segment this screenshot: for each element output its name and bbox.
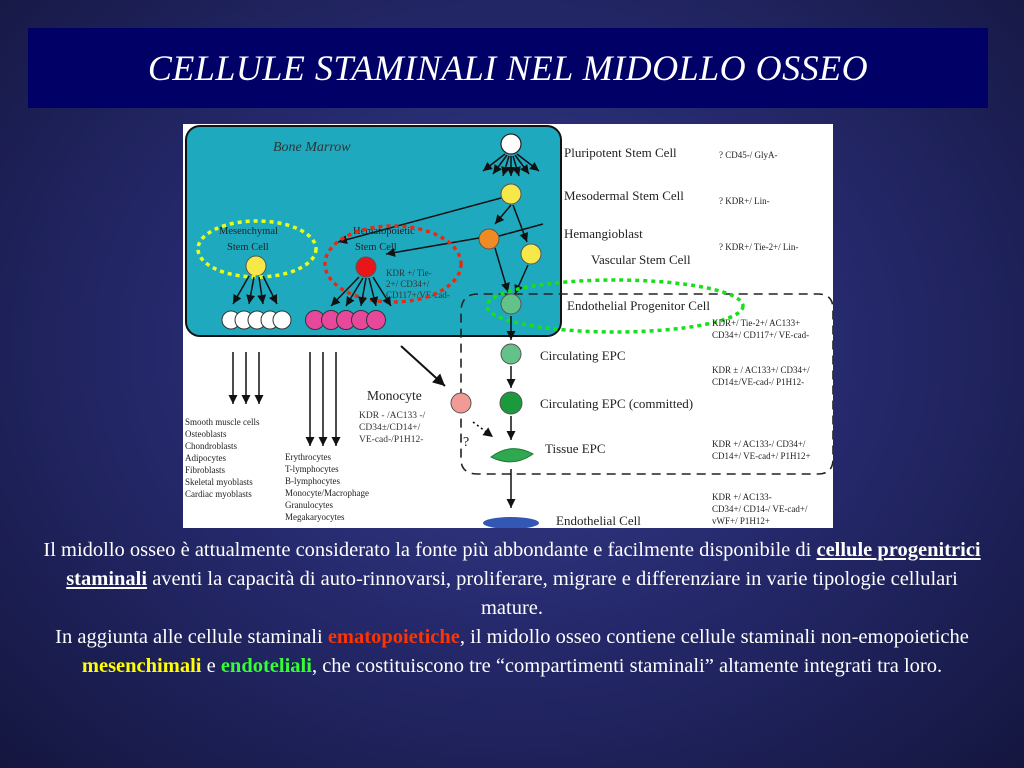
svg-text:? CD45-/ GlyA-: ? CD45-/ GlyA- xyxy=(719,150,778,160)
hemangioblast-cell xyxy=(479,229,499,249)
svg-text:Erythrocytes: Erythrocytes xyxy=(285,452,331,462)
hsc-marker-3: CD117+/VE-cad- xyxy=(386,290,450,300)
mesenchymal-lineage-arrows xyxy=(233,352,259,404)
svg-text:B-lymphocytes: B-lymphocytes xyxy=(285,476,340,486)
bone-marrow-label: Bone Marrow xyxy=(273,140,351,155)
hematopoietic-label-1: Hematopoietic xyxy=(353,226,415,237)
stage-tissue: Tissue EPC xyxy=(545,441,606,456)
stage-labels xyxy=(540,145,710,528)
mesenchymal-progeny-list xyxy=(185,417,260,499)
monocyte-marker-2: CD34±/CD14+/ xyxy=(359,423,421,433)
committed-epc-cell xyxy=(500,392,522,414)
svg-text:? KDR+/ Tie-2+/ Lin-: ? KDR+/ Tie-2+/ Lin- xyxy=(719,242,799,252)
hematopoietic-progeny-list xyxy=(285,452,369,522)
svg-text:Monocyte/Macrophage: Monocyte/Macrophage xyxy=(285,488,369,498)
hematopoietic-progeny-cells xyxy=(306,311,386,330)
monocyte-label: Monocyte xyxy=(367,388,422,403)
svg-text:KDR ± / AC133+/ CD34+/: KDR ± / AC133+/ CD34+/ xyxy=(712,365,810,375)
svg-text:CD14±/VE-cad-/ P1H12-: CD14±/VE-cad-/ P1H12- xyxy=(712,377,805,387)
monocyte-question-mark: ? xyxy=(463,435,470,450)
svg-text:Skeletal myoblasts: Skeletal myoblasts xyxy=(185,477,253,487)
svg-text:? KDR+/ Lin-: ? KDR+/ Lin- xyxy=(719,196,770,206)
svg-text:Chondroblasts: Chondroblasts xyxy=(185,441,238,451)
stage-vascular: Vascular Stem Cell xyxy=(591,252,691,267)
endothelial-progenitor-cell xyxy=(501,294,521,314)
stage-endothelial: Endothelial Cell xyxy=(556,513,641,528)
svg-text:vWF+/ P1H12+: vWF+/ P1H12+ xyxy=(712,516,770,526)
svg-text:Osteoblasts: Osteoblasts xyxy=(185,429,227,439)
svg-text:Granulocytes: Granulocytes xyxy=(285,500,333,510)
highlight-mesenchymal: mesenchimali xyxy=(81,655,202,677)
svg-text:KDR +/ AC133-/ CD34+/: KDR +/ AC133-/ CD34+/ xyxy=(712,439,806,449)
monocyte-dotted-arrow xyxy=(473,422,493,437)
svg-text:KDR+/ Tie-2+/ AC133+: KDR+/ Tie-2+/ AC133+ xyxy=(712,318,801,328)
monocyte-marker-1: KDR - /AC133 -/ xyxy=(359,411,426,421)
svg-text:CD34+/ CD117+/ VE-cad-: CD34+/ CD117+/ VE-cad- xyxy=(712,330,810,340)
svg-text:Cardiac myoblasts: Cardiac myoblasts xyxy=(185,489,252,499)
circulating-epc-cell xyxy=(501,344,521,364)
highlight-hematopoietic: ematopoietiche xyxy=(327,626,460,648)
hsc-marker-1: KDR +/ Tie- xyxy=(386,268,432,278)
endothelial-cell xyxy=(483,517,539,528)
svg-text:CD34+/ CD14-/ VE-cad+/: CD34+/ CD14-/ VE-cad+/ xyxy=(712,504,808,514)
mesenchymal-cell xyxy=(246,256,266,276)
diagram-svg xyxy=(183,124,833,528)
stage-committed: Circulating EPC (committed) xyxy=(540,396,694,411)
pluripotent-cell xyxy=(501,134,521,154)
title-bar xyxy=(28,28,988,108)
stage-mesodermal: Mesodermal Stem Cell xyxy=(564,188,684,203)
highlight-endothelial: endoteliali xyxy=(220,655,312,677)
mesenchymal-label-1: Mesenchymal xyxy=(219,226,278,237)
highlight-progenitor: cellule progenitrici staminali xyxy=(66,539,981,590)
hsc-marker-2: 2+/ CD34+/ xyxy=(386,279,430,289)
monocyte-marker-3: VE-cad-/P1H12- xyxy=(359,435,424,445)
mesenchymal-progeny-cells xyxy=(222,311,291,329)
slide-title: CELLULE STAMINALI NEL MIDOLLO OSSEO xyxy=(147,48,869,88)
svg-text:Megakaryocytes: Megakaryocytes xyxy=(285,512,345,522)
hematopoietic-lineage-arrows xyxy=(310,352,336,446)
stage-markers xyxy=(712,150,811,526)
stage-epc: Endothelial Progenitor Cell xyxy=(567,298,710,313)
svg-text:KDR +/ AC133-: KDR +/ AC133- xyxy=(712,492,772,502)
stage-circulating: Circulating EPC xyxy=(540,348,626,363)
svg-text:Fibroblasts: Fibroblasts xyxy=(185,465,226,475)
mesodermal-cell xyxy=(501,184,521,204)
caption-paragraph-1: Il midollo osseo è attualmente considerato la fonte più abbondante e facilmente disponibile di cellule progenitrici staminali aventi la capacità di auto-rinnovarsi, proliferare, migrare e differenziare in varie tipologie cellulari mature. xyxy=(43,539,981,619)
svg-text:Smooth muscle cells: Smooth muscle cells xyxy=(185,417,260,427)
stage-hemangioblast: Hemangioblast xyxy=(564,226,643,241)
monocyte-cell xyxy=(451,393,471,413)
mesenchymal-label-2: Stem Cell xyxy=(227,242,269,253)
vascular-stem-cell xyxy=(521,244,541,264)
hematopoietic-label-2: Stem Cell xyxy=(355,242,397,253)
svg-text:CD14+/ VE-cad+/ P1H12+: CD14+/ VE-cad+/ P1H12+ xyxy=(712,451,811,461)
stem-cell-diagram xyxy=(183,124,833,528)
hematopoietic-cell xyxy=(356,257,376,277)
tissue-epc-cell xyxy=(491,449,533,462)
stage-pluripotent: Pluripotent Stem Cell xyxy=(564,145,677,160)
caption xyxy=(40,536,984,681)
svg-text:T-lymphocytes: T-lymphocytes xyxy=(285,464,339,474)
caption-paragraph-2: In aggiunta alle cellule staminali ematopoietiche, il midollo osseo contiene cellule staminali non-emopoietiche mesenchimali e endoteliali, che costituiscono tre “compartimenti staminali” altamente integrati tra loro. xyxy=(55,626,969,677)
svg-text:Adipocytes: Adipocytes xyxy=(185,453,226,463)
